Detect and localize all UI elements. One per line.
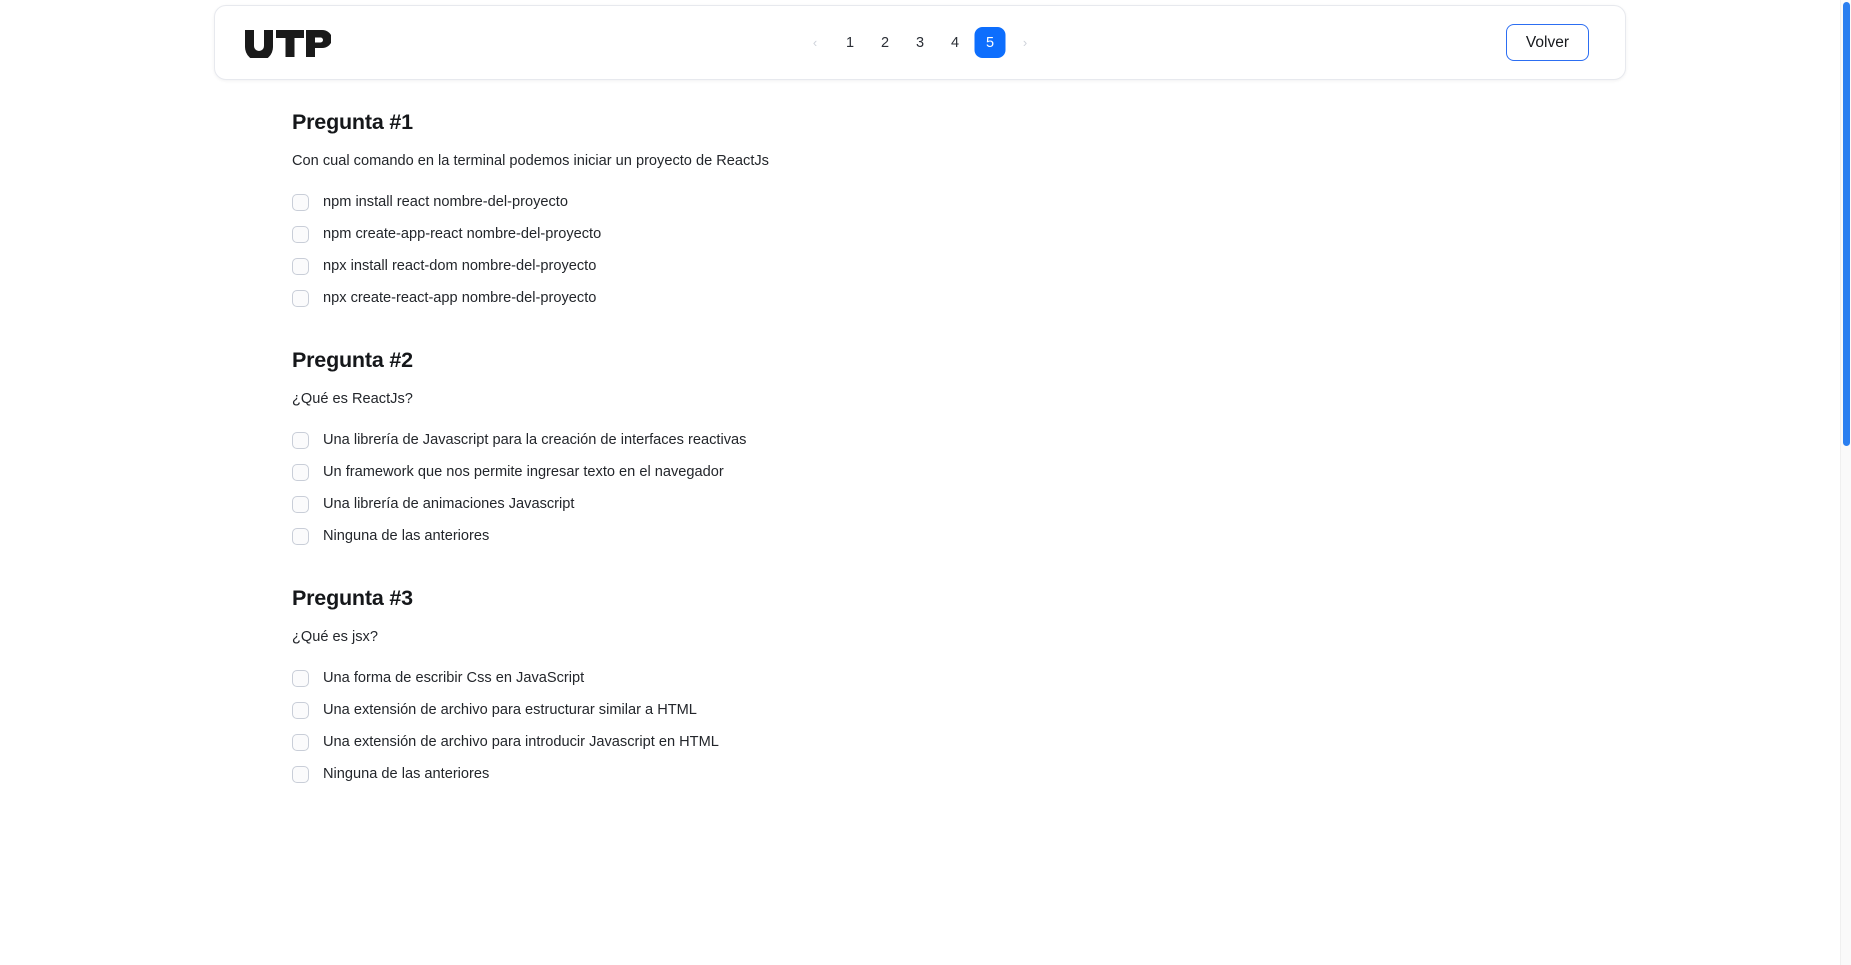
pagination-page-1[interactable]: 1 bbox=[835, 27, 866, 58]
option-row[interactable] bbox=[292, 282, 1840, 314]
pagination-page-5[interactable]: 5 bbox=[975, 27, 1006, 58]
option-row[interactable] bbox=[292, 726, 1840, 758]
option-label[interactable]: npx create-react-app nombre-del-proyecto bbox=[323, 290, 597, 306]
option-row[interactable] bbox=[292, 186, 1840, 218]
pagination-page-2[interactable]: 2 bbox=[870, 27, 901, 58]
option-row[interactable] bbox=[292, 758, 1840, 790]
option-checkbox[interactable] bbox=[292, 734, 309, 751]
option-row[interactable] bbox=[292, 662, 1840, 694]
pagination bbox=[800, 27, 1041, 58]
scrollbar-thumb[interactable] bbox=[1843, 2, 1850, 446]
question-text: ¿Qué es ReactJs? bbox=[292, 391, 413, 407]
page-scrollbar[interactable] bbox=[1840, 0, 1851, 965]
option-label[interactable]: npm create-app-react nombre-del-proyecto bbox=[323, 226, 602, 242]
option-list bbox=[292, 662, 1840, 790]
pagination-page-3[interactable]: 3 bbox=[905, 27, 936, 58]
option-row[interactable] bbox=[292, 520, 1840, 552]
option-label[interactable]: Una extensión de archivo para estructurar similar a HTML bbox=[323, 702, 697, 718]
option-label[interactable]: Ninguna de las anteriores bbox=[323, 766, 490, 782]
option-checkbox[interactable] bbox=[292, 528, 309, 545]
option-row[interactable] bbox=[292, 424, 1840, 456]
option-label[interactable]: Una forma de escribir Css en JavaScript bbox=[323, 670, 585, 686]
question-title: Pregunta #1 bbox=[292, 110, 413, 134]
question-text: ¿Qué es jsx? bbox=[292, 629, 378, 645]
option-label[interactable]: npx install react-dom nombre-del-proyecto bbox=[323, 258, 597, 274]
option-label[interactable]: Un framework que nos permite ingresar texto en el navegador bbox=[323, 464, 724, 480]
back-button[interactable]: Volver bbox=[1506, 24, 1589, 61]
utp-logo bbox=[243, 27, 331, 59]
questions-list bbox=[0, 80, 1840, 790]
option-label[interactable]: Una librería de Javascript para la creación de interfaces reactivas bbox=[323, 432, 747, 448]
option-checkbox[interactable] bbox=[292, 670, 309, 687]
option-row[interactable] bbox=[292, 694, 1840, 726]
option-checkbox[interactable] bbox=[292, 702, 309, 719]
option-label[interactable]: Ninguna de las anteriores bbox=[323, 528, 490, 544]
option-checkbox[interactable] bbox=[292, 766, 309, 783]
option-checkbox[interactable] bbox=[292, 226, 309, 243]
header-card bbox=[214, 5, 1626, 80]
pagination-next-icon[interactable]: › bbox=[1010, 27, 1041, 58]
option-label[interactable]: npm install react nombre-del-proyecto bbox=[323, 194, 568, 210]
option-row[interactable] bbox=[292, 218, 1840, 250]
question-block bbox=[292, 586, 1840, 790]
option-checkbox[interactable] bbox=[292, 464, 309, 481]
option-row[interactable] bbox=[292, 250, 1840, 282]
question-title: Pregunta #2 bbox=[292, 348, 413, 372]
option-checkbox[interactable] bbox=[292, 290, 309, 307]
question-title: Pregunta #3 bbox=[292, 586, 413, 610]
option-checkbox[interactable] bbox=[292, 432, 309, 449]
question-block bbox=[292, 348, 1840, 552]
option-list bbox=[292, 424, 1840, 552]
option-row[interactable] bbox=[292, 488, 1840, 520]
option-label[interactable]: Una librería de animaciones Javascript bbox=[323, 496, 575, 512]
pagination-page-4[interactable]: 4 bbox=[940, 27, 971, 58]
pagination-prev-icon[interactable]: ‹ bbox=[800, 27, 831, 58]
option-row[interactable] bbox=[292, 456, 1840, 488]
option-checkbox[interactable] bbox=[292, 496, 309, 513]
option-label[interactable]: Una extensión de archivo para introducir Javascript en HTML bbox=[323, 734, 719, 750]
option-checkbox[interactable] bbox=[292, 258, 309, 275]
option-checkbox[interactable] bbox=[292, 194, 309, 211]
question-text: Con cual comando en la terminal podemos iniciar un proyecto de ReactJs bbox=[292, 153, 769, 169]
question-block bbox=[292, 110, 1840, 314]
option-list bbox=[292, 186, 1840, 314]
